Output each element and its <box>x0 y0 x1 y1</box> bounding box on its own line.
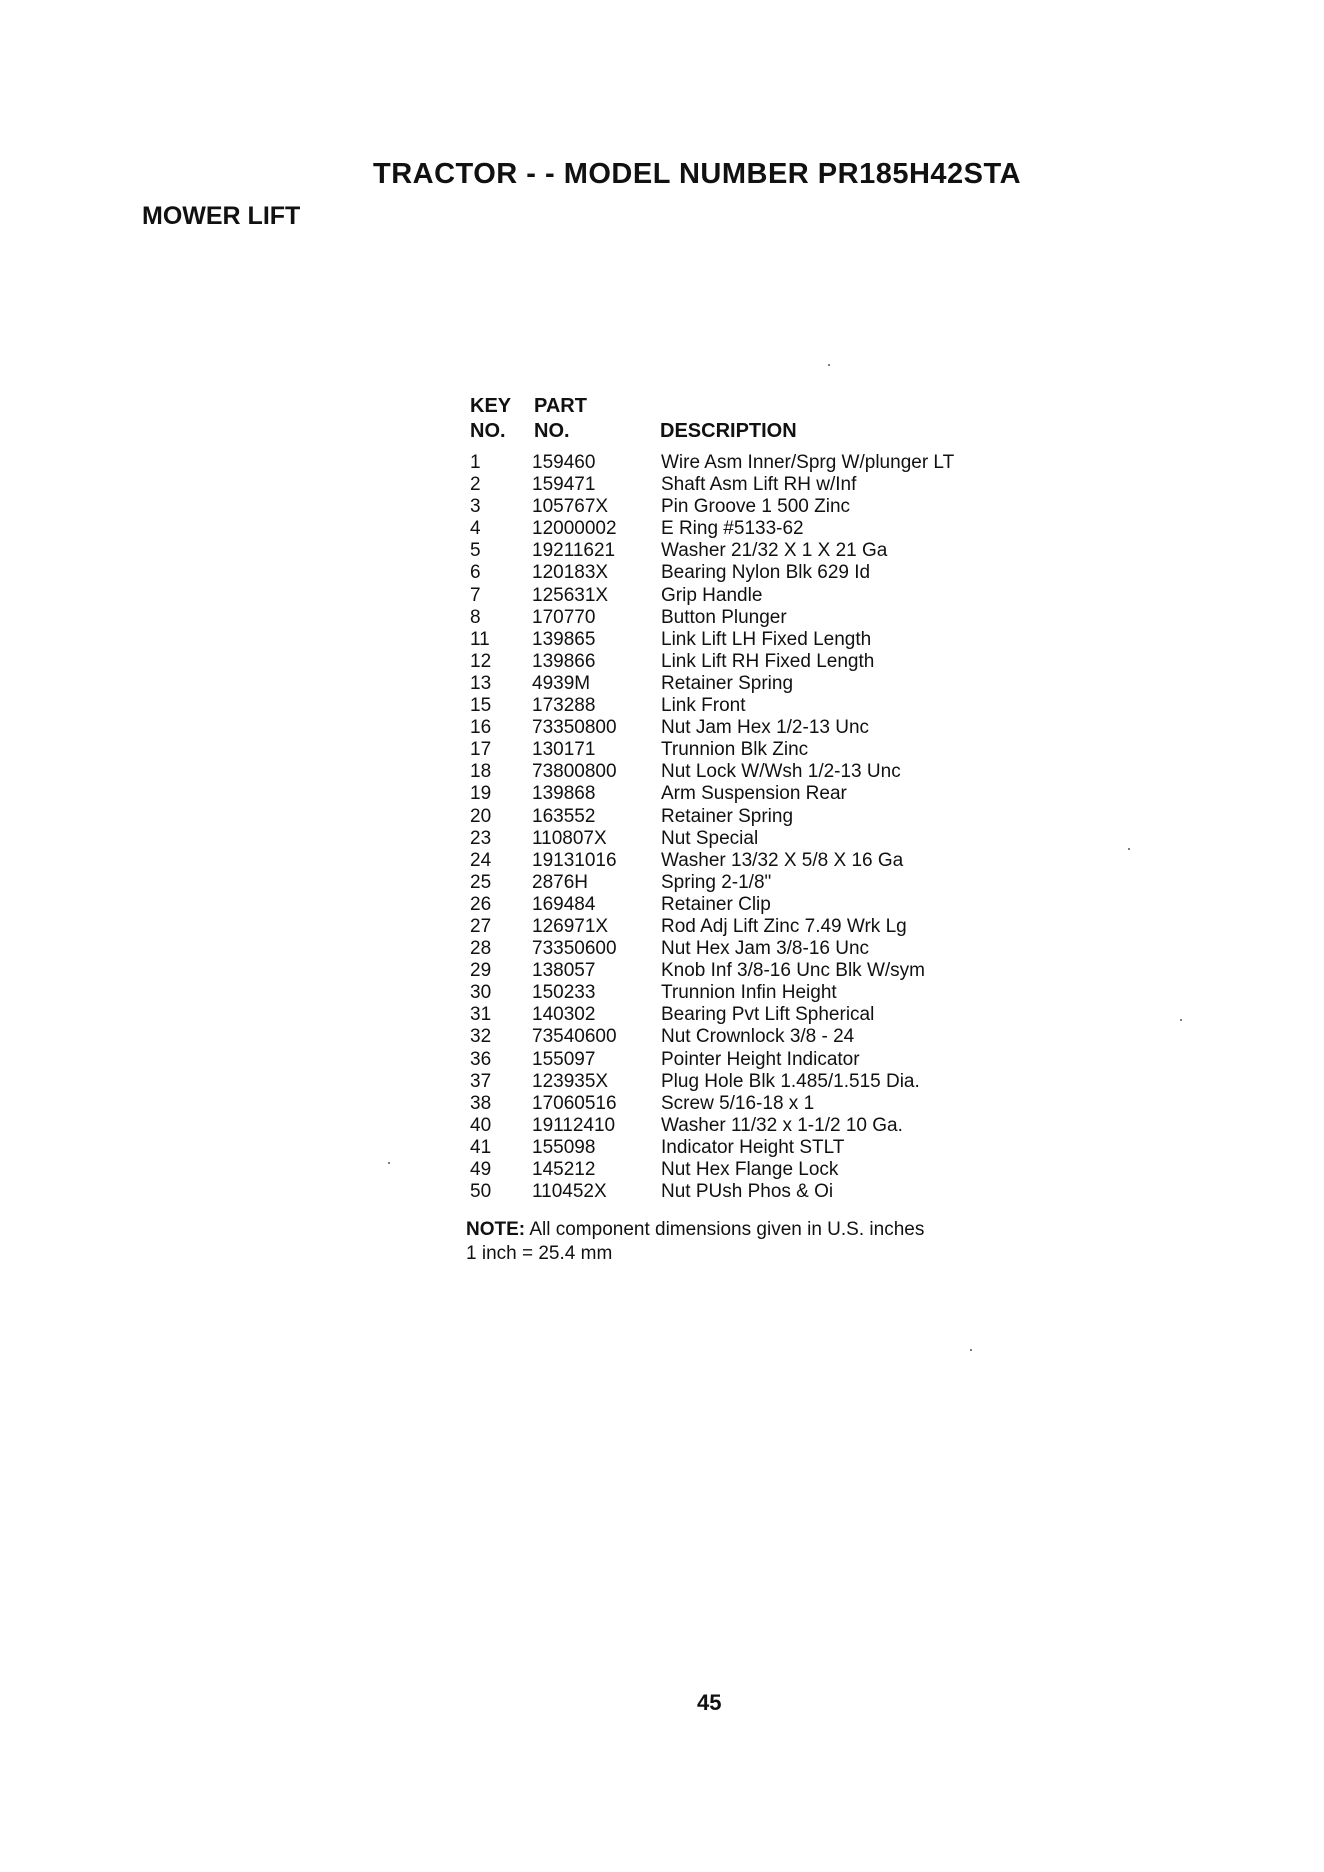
key-no-cell: 8 <box>470 606 481 628</box>
key-no-cell: 7 <box>470 584 481 606</box>
note-conversion: 1 inch = 25.4 mm <box>466 1243 613 1264</box>
section-title: MOWER LIFT <box>142 202 301 230</box>
part-no-cell: 4939M <box>532 672 591 694</box>
page-title: TRACTOR - - MODEL NUMBER PR185H42STA <box>373 158 1022 190</box>
description-cell: Retainer Spring <box>661 805 794 827</box>
note-text: All component dimensions given in U.S. inches <box>529 1219 925 1240</box>
key-no-cell: 4 <box>470 518 481 540</box>
note-line <box>466 1218 924 1242</box>
description-cell: Nut Hex Flange Lock <box>661 1159 839 1180</box>
description-cell: Wire Asm Inner/Sprg W/plunger LT <box>661 452 955 473</box>
key-no-cell: 6 <box>470 562 481 584</box>
part-no-cell: 170770 <box>532 606 596 628</box>
part-no-cell: 140302 <box>532 1004 596 1026</box>
key-no-cell: 3 <box>470 496 481 518</box>
key-no-cell: 36 <box>470 1048 492 1070</box>
part-no-cell: 150233 <box>532 982 596 1004</box>
description-cell: Washer 11/32 x 1-1/2 10 Ga. <box>661 1114 903 1136</box>
part-no-cell: 73350600 <box>532 938 617 960</box>
description-cell: Washer 13/32 X 5/8 X 16 Ga <box>661 849 904 871</box>
part-no-cell: 138057 <box>532 960 596 982</box>
part-no-cell: 126971X <box>532 915 609 937</box>
description-cell: Grip Handle <box>661 584 763 606</box>
description-cell: E Ring #5133-62 <box>661 518 804 540</box>
part-no-cell: 17060516 <box>532 1092 617 1114</box>
key-no-cell: 50 <box>470 1181 492 1203</box>
part-no-cell: 145212 <box>532 1159 596 1180</box>
header-key-line2: NO. <box>470 420 506 442</box>
part-no-cell: 73800800 <box>532 761 617 783</box>
part-no-cell: 139866 <box>532 650 596 672</box>
part-no-cell: 163552 <box>532 805 596 827</box>
key-no-cell: 24 <box>470 849 492 871</box>
description-cell: Trunnion Blk Zinc <box>661 739 809 761</box>
description-cell: Nut Special <box>661 827 759 849</box>
part-no-cell: 73540600 <box>532 1026 617 1048</box>
key-no-cell: 37 <box>470 1070 492 1092</box>
scan-speck <box>388 1162 390 1164</box>
key-no-cell: 1 <box>470 452 481 473</box>
description-cell: Nut Hex Jam 3/8-16 Unc <box>661 938 870 960</box>
part-no-cell: 159471 <box>532 474 596 496</box>
scan-speck <box>1180 1019 1182 1021</box>
key-no-cell: 26 <box>470 893 492 915</box>
description-cell: Spring 2-1/8" <box>661 871 772 893</box>
description-cell: Plug Hole Blk 1.485/1.515 Dia. <box>661 1070 920 1092</box>
description-cell: Arm Suspension Rear <box>661 783 847 805</box>
key-no-cell: 41 <box>470 1136 492 1158</box>
description-cell: Nut Lock W/Wsh 1/2-13 Unc <box>661 761 901 783</box>
key-no-cell: 28 <box>470 938 492 960</box>
description-cell: Retainer Clip <box>661 893 771 915</box>
part-no-cell: 123935X <box>532 1070 609 1092</box>
description-cell: Bearing Nylon Blk 629 Id <box>661 562 871 584</box>
part-no-cell: 19131016 <box>532 849 617 871</box>
key-no-cell: 2 <box>470 474 481 496</box>
key-no-cell: 16 <box>470 717 492 739</box>
description-cell: Link Lift RH Fixed Length <box>661 650 875 672</box>
description-cell: Indicator Height STLT <box>661 1136 845 1158</box>
key-no-cell: 30 <box>470 982 492 1004</box>
part-no-cell: 2876H <box>532 871 588 893</box>
key-no-cell: 5 <box>470 540 481 562</box>
scan-speck <box>970 1349 972 1351</box>
key-no-cell: 31 <box>470 1004 492 1026</box>
scan-speck <box>828 364 830 366</box>
part-no-cell: 130171 <box>532 739 596 761</box>
description-cell: Trunnion Infin Height <box>661 982 837 1004</box>
part-no-cell: 105767X <box>532 496 609 518</box>
note-label: NOTE: <box>466 1219 526 1240</box>
key-no-cell: 12 <box>470 650 492 672</box>
key-no-cell: 25 <box>470 871 492 893</box>
part-no-cell: 139868 <box>532 783 596 805</box>
key-no-cell: 20 <box>470 805 492 827</box>
description-cell: Bearing Pvt Lift Spherical <box>661 1004 875 1026</box>
header-part-line1: PART <box>534 395 587 417</box>
part-no-cell: 155098 <box>532 1136 596 1158</box>
description-cell: Link Front <box>661 695 746 717</box>
key-no-cell: 32 <box>470 1026 492 1048</box>
header-key-line1: KEY <box>470 395 512 417</box>
part-no-cell: 19211621 <box>532 540 616 562</box>
description-cell: Rod Adj Lift Zinc 7.49 Wrk Lg <box>661 915 907 937</box>
key-no-cell: 13 <box>470 672 492 694</box>
key-no-cell: 17 <box>470 739 492 761</box>
part-no-cell: 139865 <box>532 628 596 650</box>
key-no-cell: 29 <box>470 960 492 982</box>
page-number: 45 <box>697 1690 722 1715</box>
header-description: DESCRIPTION <box>660 420 797 442</box>
part-no-cell: 169484 <box>532 893 596 915</box>
description-cell: Button Plunger <box>661 606 787 628</box>
part-no-cell: 125631X <box>532 584 609 606</box>
key-no-cell: 49 <box>470 1159 492 1180</box>
part-no-cell: 120183X <box>532 562 609 584</box>
description-cell: Retainer Spring <box>661 672 794 694</box>
part-no-cell: 155097 <box>532 1048 596 1070</box>
description-cell: Nut Jam Hex 1/2-13 Unc <box>661 717 870 739</box>
key-no-cell: 40 <box>470 1114 492 1136</box>
description-cell: Pointer Height Indicator <box>661 1048 860 1070</box>
key-no-cell: 38 <box>470 1092 492 1114</box>
part-no-cell: 110807X <box>532 827 607 849</box>
description-cell: Screw 5/16-18 x 1 <box>661 1092 815 1114</box>
description-cell: Nut PUsh Phos & Oi <box>661 1181 834 1203</box>
part-no-cell: 110452X <box>532 1181 607 1203</box>
description-cell: Nut Crownlock 3/8 - 24 <box>661 1026 855 1048</box>
key-no-cell: 27 <box>470 915 492 937</box>
note <box>466 1218 924 1266</box>
part-no-cell: 19112410 <box>532 1114 616 1136</box>
key-no-cell: 23 <box>470 827 492 849</box>
key-no-cell: 11 <box>470 628 490 650</box>
description-cell: Washer 21/32 X 1 X 21 Ga <box>661 540 888 562</box>
part-no-cell: 173288 <box>532 695 596 717</box>
description-cell: Link Lift LH Fixed Length <box>661 628 872 650</box>
part-no-cell: 12000002 <box>532 518 617 540</box>
part-no-cell: 159460 <box>532 452 596 473</box>
part-no-cell: 73350800 <box>532 717 617 739</box>
scan-speck <box>1128 848 1130 850</box>
key-no-cell: 15 <box>470 695 492 717</box>
description-cell: Pin Groove 1 500 Zinc <box>661 496 851 518</box>
description-cell: Shaft Asm Lift RH w/Inf <box>661 474 857 496</box>
description-cell: Knob Inf 3/8-16 Unc Blk W/sym <box>661 960 925 982</box>
key-no-cell: 19 <box>470 783 492 805</box>
key-no-cell: 18 <box>470 761 492 783</box>
header-part-line2: NO. <box>534 420 570 442</box>
